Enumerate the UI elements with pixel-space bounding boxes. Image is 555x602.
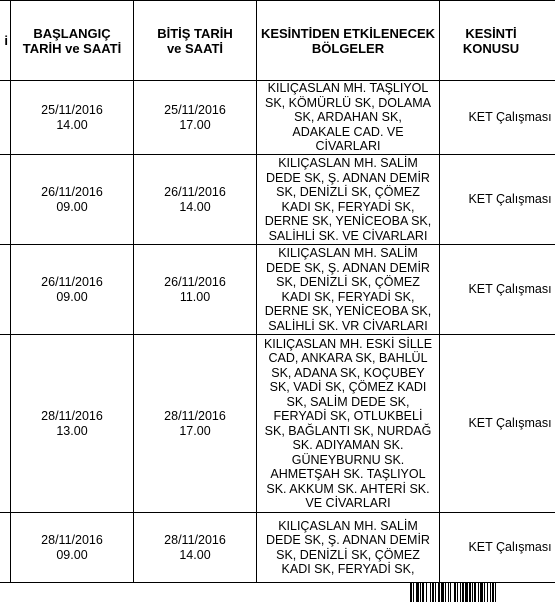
- table-row: [0, 513, 555, 583]
- subject-cell: KET Çalışması: [440, 81, 555, 155]
- header-regions: KESİNTİDEN ETKİLENECEK BÖLGELER: [257, 1, 440, 81]
- regions-cell: KILIÇASLAN MH. ESKİ SİLLE CAD, ANKARA SK, BAHLÜL SK, ADANA SK, KOÇUBEY SK, VADİ SK, ÇÖMEZ KADI SK, SALİM DEDE SK, FERYADİ SK, OTLUKBELİ SK, BAĞLANTI SK, NURDAĞ SK. ADIYAMAN SK. GÜNEYBURNU SK. AHMETŞAH SK. TAŞLIYOL SK. AKKUM SK. AHTERİ SK. VE CİVARLARI: [257, 335, 440, 513]
- end-datetime: 26/11/2016 11.00: [134, 245, 257, 335]
- table-row: [0, 245, 555, 335]
- table-row: [0, 155, 555, 245]
- barcode-stripe: [496, 583, 499, 602]
- left-cell: [0, 513, 11, 583]
- table-row: [0, 335, 555, 513]
- left-cell: [0, 155, 11, 245]
- regions-cell: KILIÇASLAN MH. SALİM DEDE SK, Ş. ADNAN DEMİR SK, DENİZLİ SK, ÇÖMEZ KADI SK, FERYADİ SK,: [257, 513, 440, 583]
- regions-cell: KILIÇASLAN MH. SALİM DEDE SK, Ş. ADNAN DEMİR SK, DENİZLİ SK, ÇÖMEZ KADI SK, FERYADİ SK, DERNE SK, YENİCEOBA SK, SALİHLİ SK. VE CİVARLARI: [257, 155, 440, 245]
- end-datetime: 28/11/2016 17.00: [134, 335, 257, 513]
- header-end: BİTİŞ TARİH ve SAATİ: [134, 1, 257, 81]
- regions-cell: KILIÇASLAN MH. SALİM DEDE SK, Ş. ADNAN DEMİR SK, DENİZLİ SK, ÇÖMEZ KADI SK, FERYADİ SK, DERNE SK, YENİCEOBA SK, SALİHLİ SK. VR CİVARLARI: [257, 245, 440, 335]
- start-datetime: 25/11/2016 14.00: [11, 81, 134, 155]
- end-datetime: 28/11/2016 14.00: [134, 513, 257, 583]
- left-cell: [0, 81, 11, 155]
- end-datetime: 26/11/2016 14.00: [134, 155, 257, 245]
- subject-cell: KET Çalışması: [440, 245, 555, 335]
- left-cell: [0, 245, 11, 335]
- table-row: [0, 81, 555, 155]
- header-left-fragment: i: [0, 1, 11, 81]
- start-datetime: 26/11/2016 09.00: [11, 245, 134, 335]
- subject-cell: KET Çalışması: [440, 155, 555, 245]
- header-subject: KESİNTİ KONUSU: [440, 1, 555, 81]
- start-datetime: 26/11/2016 09.00: [11, 155, 134, 245]
- start-datetime: 28/11/2016 13.00: [11, 335, 134, 513]
- left-cell: [0, 335, 11, 513]
- subject-cell: KET Çalışması: [440, 513, 555, 583]
- header-start: BAŞLANGIÇ TARİH ve SAATİ: [11, 1, 134, 81]
- barcode-image: [410, 583, 555, 602]
- regions-cell: KILIÇASLAN MH. TAŞLIYOL SK, KÖMÜRLÜ SK, DOLAMA SK, ARDAHAN SK, ADAKALE CAD. VE CİVARLARI: [257, 81, 440, 155]
- subject-cell: KET Çalışması: [440, 335, 555, 513]
- header-row: [0, 1, 555, 81]
- end-datetime: 25/11/2016 17.00: [134, 81, 257, 155]
- start-datetime: 28/11/2016 09.00: [11, 513, 134, 583]
